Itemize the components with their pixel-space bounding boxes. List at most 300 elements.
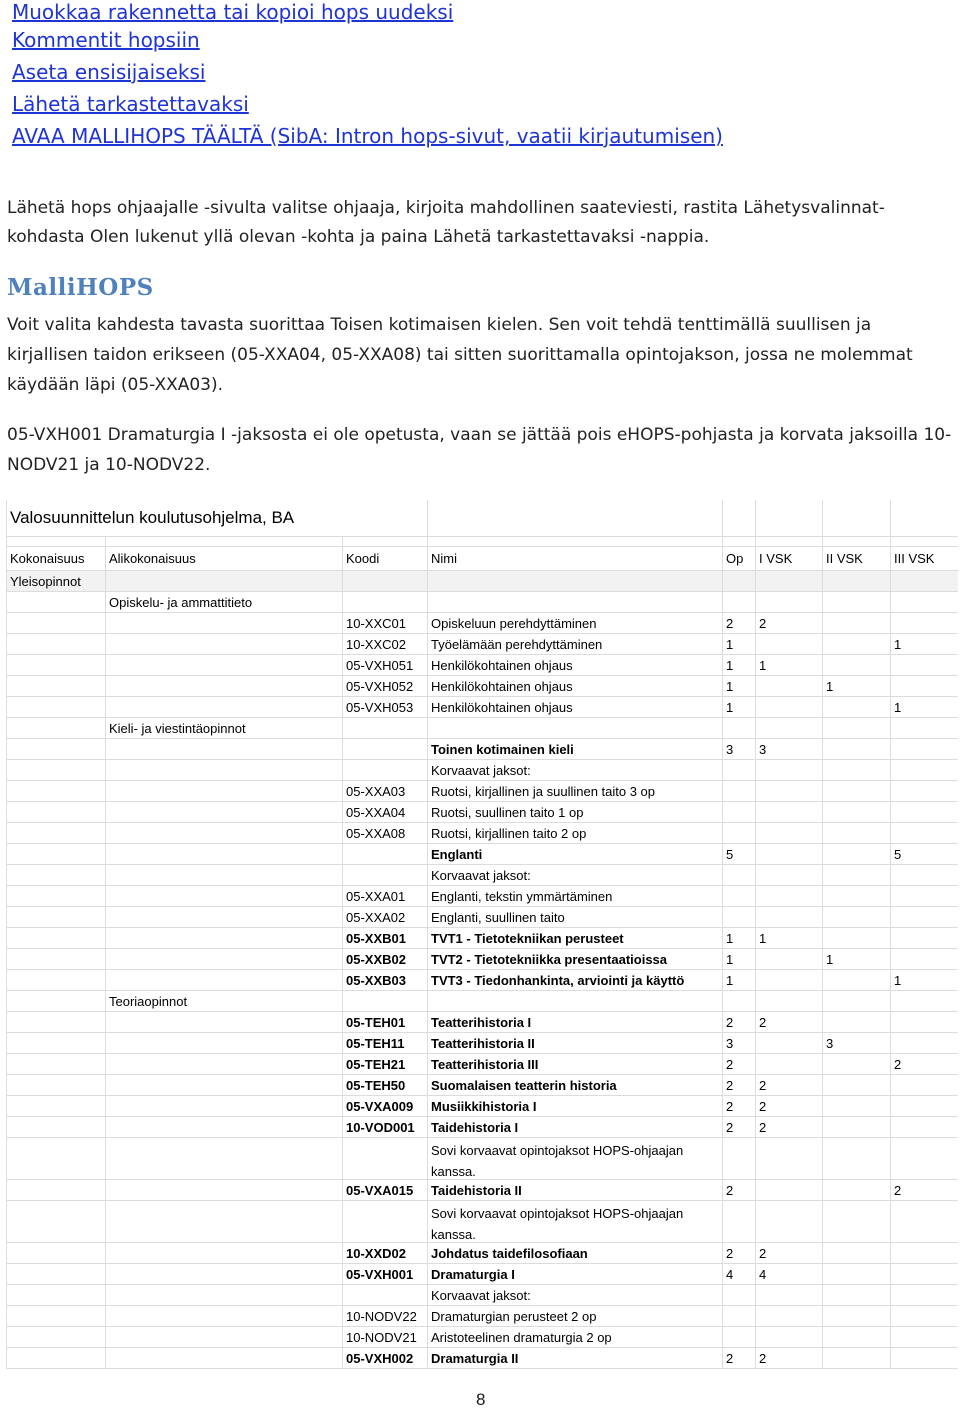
cell-op: 2 <box>722 1117 755 1138</box>
cell-v2 <box>822 1096 890 1117</box>
cell-ali <box>105 802 342 823</box>
cell-v1 <box>755 697 822 718</box>
table-row <box>6 1264 958 1285</box>
cell-nimi: TVT1 - Tietotekniikan perusteet <box>427 928 722 949</box>
cell-nimi: Korvaavat jaksot: <box>427 1285 722 1306</box>
cell-v1 <box>755 865 822 886</box>
link-set-primary[interactable]: Aseta ensisijaiseksi <box>12 60 206 84</box>
table-row <box>6 697 958 718</box>
link-send-for-review[interactable]: Lähetä tarkastettavaksi <box>12 92 249 116</box>
cell-koodi: 05-XXA04 <box>342 802 427 823</box>
cell-v2 <box>822 760 890 781</box>
cell-ali <box>105 1180 342 1201</box>
cell-v3: 2 <box>890 1054 958 1075</box>
cell-v1 <box>755 500 822 537</box>
cell-koodi: 05-VXH052 <box>342 676 427 697</box>
cell-op: 1 <box>722 697 755 718</box>
cell-v1: 1 <box>755 928 822 949</box>
cell-v1 <box>755 1138 822 1180</box>
cell-ali <box>105 1306 342 1327</box>
cell-v1 <box>755 991 822 1012</box>
cell-v3 <box>890 1285 958 1306</box>
cell-nimi <box>427 718 722 739</box>
table-title-row <box>6 500 958 537</box>
cell-v1: 2 <box>755 1012 822 1033</box>
cell-nimi: Sovi korvaavat opintojaksot HOPS-ohjaajan kanssa. <box>427 1138 722 1180</box>
cell-kok <box>6 613 105 634</box>
cell-op: 2 <box>722 1180 755 1201</box>
cell-v1: 2 <box>755 1348 822 1369</box>
cell-nimi: TVT2 - Tietotekniikka presentaatioissa <box>427 949 722 970</box>
intro-paragraph: Lähetä hops ohjaajalle -sivulta valitse ohjaaja, kirjoita mahdollinen saateviesti, rastita Lähetysvalinnat-kohdasta Olen lukenut yllä olevan -kohta ja paina Lähetä tarkastettavaksi -nappia. <box>7 198 885 247</box>
cell-kok <box>6 949 105 970</box>
cell-nimi: Johdatus taidefilosofiaan <box>427 1243 722 1264</box>
cell-v1 <box>755 718 822 739</box>
table-row <box>6 655 958 676</box>
cell-kok <box>6 1012 105 1033</box>
cell-koodi: 05-XXA01 <box>342 886 427 907</box>
link-comments[interactable]: Kommentit hopsiin <box>12 28 200 52</box>
cell-v3 <box>890 760 958 781</box>
cell-v3 <box>890 1012 958 1033</box>
cell-v2 <box>822 1201 890 1243</box>
column-header: III VSK <box>890 547 958 571</box>
cell-v1 <box>755 676 822 697</box>
cell-kok <box>6 697 105 718</box>
cell-ali <box>105 823 342 844</box>
cell-v1 <box>755 949 822 970</box>
cell-kok <box>6 1054 105 1075</box>
cell-v3 <box>890 1306 958 1327</box>
cell-v3: 1 <box>890 634 958 655</box>
cell-op: 2 <box>722 1348 755 1369</box>
cell-v1 <box>755 823 822 844</box>
cell-op <box>722 802 755 823</box>
cell-v1 <box>755 1054 822 1075</box>
cell-kok <box>6 823 105 844</box>
column-header: Alikokonaisuus <box>105 547 342 571</box>
table-row <box>6 718 958 739</box>
cell-op <box>722 991 755 1012</box>
cell-v2 <box>822 991 890 1012</box>
cell-koodi: 10-NODV21 <box>342 1327 427 1348</box>
cell-ali <box>105 1327 342 1348</box>
column-header: I VSK <box>755 547 822 571</box>
cell-ali <box>105 928 342 949</box>
cell-v2 <box>822 634 890 655</box>
cell-ali <box>105 760 342 781</box>
table-row <box>6 1201 958 1243</box>
cell-koodi <box>342 865 427 886</box>
table-row <box>6 886 958 907</box>
cell-kok <box>6 907 105 928</box>
cell-op <box>722 865 755 886</box>
cell-op: 3 <box>722 1033 755 1054</box>
cell-ali <box>105 537 342 547</box>
cell-koodi: 05-VXH053 <box>342 697 427 718</box>
cell-nimi: Englanti, suullinen taito <box>427 907 722 928</box>
cell-v2 <box>822 1012 890 1033</box>
cell-v3 <box>890 655 958 676</box>
table-row <box>6 991 958 1012</box>
cell-v2 <box>822 1117 890 1138</box>
cell-koodi <box>342 991 427 1012</box>
cell-v1: 2 <box>755 613 822 634</box>
cell-nimi <box>427 991 722 1012</box>
cell-ali <box>105 1033 342 1054</box>
cell-v2 <box>822 537 890 547</box>
cell-op: 5 <box>722 844 755 865</box>
cell-kok <box>6 1201 105 1243</box>
cell-ali <box>105 781 342 802</box>
cell-op <box>722 781 755 802</box>
cell-v1 <box>755 1201 822 1243</box>
cell-kok <box>6 1285 105 1306</box>
cell-kok <box>6 1138 105 1180</box>
cell-v3 <box>890 886 958 907</box>
table-title: Valosuunnittelun koulutusohjelma, BA <box>6 500 427 537</box>
cell-op <box>722 537 755 547</box>
cell-v2 <box>822 970 890 991</box>
cell-kok <box>6 1327 105 1348</box>
cell-op <box>722 571 755 592</box>
cell-ali <box>105 970 342 991</box>
cell-v2 <box>822 802 890 823</box>
table-spacer-row <box>6 537 958 547</box>
cell-v2 <box>822 571 890 592</box>
cell-v2 <box>822 655 890 676</box>
cell-ali <box>105 571 342 592</box>
cell-v2 <box>822 886 890 907</box>
column-header: Koodi <box>342 547 427 571</box>
cell-op: 1 <box>722 634 755 655</box>
table-row <box>6 1096 958 1117</box>
cell-v3 <box>890 676 958 697</box>
table-row <box>6 844 958 865</box>
cell-kok <box>6 1033 105 1054</box>
cell-nimi: Teatterihistoria I <box>427 1012 722 1033</box>
cell-kok <box>6 928 105 949</box>
cell-v1 <box>755 537 822 547</box>
table-row <box>6 613 958 634</box>
cell-ali <box>105 697 342 718</box>
cell-v3 <box>890 1138 958 1180</box>
cell-nimi <box>427 537 722 547</box>
cell-kok <box>6 1096 105 1117</box>
cell-v3 <box>890 949 958 970</box>
cell-v1 <box>755 634 822 655</box>
table-row <box>6 1285 958 1306</box>
cell-v2 <box>822 1243 890 1264</box>
cell-kok <box>6 592 105 613</box>
cell-v1: 2 <box>755 1243 822 1264</box>
cell-op: 2 <box>722 1012 755 1033</box>
cell-kok <box>6 802 105 823</box>
cell-v3: 1 <box>890 970 958 991</box>
cell-koodi: 05-VXH051 <box>342 655 427 676</box>
cell-v3 <box>890 1327 958 1348</box>
cell-kok <box>6 1348 105 1369</box>
cell-nimi: Henkilökohtainen ohjaus <box>427 655 722 676</box>
cell-v2 <box>822 823 890 844</box>
cell-v3 <box>890 865 958 886</box>
cell-op: 2 <box>722 613 755 634</box>
cell-kok <box>6 844 105 865</box>
cell-ali <box>105 634 342 655</box>
section-heading: MalliHOPS <box>7 274 154 301</box>
cell-koodi: 05-TEH21 <box>342 1054 427 1075</box>
cell-v3 <box>890 1348 958 1369</box>
cell-ali <box>105 949 342 970</box>
cell-ali <box>105 739 342 760</box>
table-row <box>6 1243 958 1264</box>
cell-v2 <box>822 1138 890 1180</box>
language-paragraph: Voit valita kahdesta tavasta suorittaa Toisen kotimaisen kielen. Sen voit tehdä tenttimällä suullisen ja kirjallisen taidon erikseen (05-XXA04, 05-XXA08) tai sitten suorittamalla opintojakson, jossa ne molemmat käydään läpi (05-XXA03). <box>7 315 913 395</box>
cell-v2 <box>822 1285 890 1306</box>
cell-ali <box>105 1054 342 1075</box>
cell-nimi <box>427 592 722 613</box>
cell-ali <box>105 1264 342 1285</box>
table-row <box>6 571 958 592</box>
cell-v3 <box>890 928 958 949</box>
cell-koodi <box>342 718 427 739</box>
cell-op <box>722 907 755 928</box>
cell-ali <box>105 676 342 697</box>
column-header: II VSK <box>822 547 890 571</box>
cell-ali <box>105 1117 342 1138</box>
table-row <box>6 1348 958 1369</box>
cell-op: 2 <box>722 1075 755 1096</box>
cell-nimi: Ruotsi, kirjallinen taito 2 op <box>427 823 722 844</box>
table-row <box>6 739 958 760</box>
cell-v2 <box>822 865 890 886</box>
cell-v1: 2 <box>755 1075 822 1096</box>
cell-kok <box>6 537 105 547</box>
cell-op <box>722 760 755 781</box>
column-header: Nimi <box>427 547 722 571</box>
cell-nimi: TVT3 - Tiedonhankinta, arviointi ja käyttö <box>427 970 722 991</box>
cell-v3 <box>890 823 958 844</box>
cell-nimi: Toinen kotimainen kieli <box>427 739 722 760</box>
cell-koodi: 05-XXA02 <box>342 907 427 928</box>
cell-v1: 1 <box>755 655 822 676</box>
table-header-row <box>6 547 958 571</box>
cell-koodi: 10-NODV22 <box>342 1306 427 1327</box>
cell-v3 <box>890 592 958 613</box>
cell-v3 <box>890 571 958 592</box>
cell-ali <box>105 886 342 907</box>
cell-nimi: Ruotsi, suullinen taito 1 op <box>427 802 722 823</box>
cell-ali <box>105 907 342 928</box>
cell-nimi: Aristoteelinen dramaturgia 2 op <box>427 1327 722 1348</box>
cell-koodi <box>342 760 427 781</box>
cell-kok <box>6 655 105 676</box>
cell-v2 <box>822 1264 890 1285</box>
cell-koodi: 05-TEH11 <box>342 1033 427 1054</box>
cell-v1 <box>755 760 822 781</box>
cell-koodi: 05-VXA009 <box>342 1096 427 1117</box>
cell-nimi: Työelämään perehdyttäminen <box>427 634 722 655</box>
column-header: Op <box>722 547 755 571</box>
cell-v2: 1 <box>822 949 890 970</box>
cell-koodi: 10-XXC02 <box>342 634 427 655</box>
cell-koodi: 10-XXD02 <box>342 1243 427 1264</box>
cell-v3: 1 <box>890 697 958 718</box>
table-row <box>6 928 958 949</box>
cell-op <box>722 1306 755 1327</box>
cell-v3 <box>890 500 958 537</box>
cell-op <box>722 1285 755 1306</box>
cell-v2 <box>822 718 890 739</box>
cell-v3 <box>890 1117 958 1138</box>
cell-koodi: 05-XXA03 <box>342 781 427 802</box>
cell-v3: 2 <box>890 1180 958 1201</box>
cell-koodi <box>342 571 427 592</box>
cell-v1 <box>755 802 822 823</box>
cell-v2 <box>822 1306 890 1327</box>
cell-v1: 3 <box>755 739 822 760</box>
cell-koodi <box>342 739 427 760</box>
cell-v1 <box>755 781 822 802</box>
cell-nimi: Henkilökohtainen ohjaus <box>427 676 722 697</box>
cell-nimi: Teatterihistoria III <box>427 1054 722 1075</box>
cell-nimi: Suomalaisen teatterin historia <box>427 1075 722 1096</box>
cell-ali <box>105 1138 342 1180</box>
cell-v2: 3 <box>822 1033 890 1054</box>
cell-op: 2 <box>722 1096 755 1117</box>
cell-v1 <box>755 907 822 928</box>
cell-koodi <box>342 592 427 613</box>
table-row <box>6 823 958 844</box>
cell-op <box>722 500 755 537</box>
cell-v2 <box>822 781 890 802</box>
table-row <box>6 1075 958 1096</box>
cell-v2 <box>822 613 890 634</box>
cell-op <box>722 718 755 739</box>
cell-kok <box>6 676 105 697</box>
cell-kok <box>6 1306 105 1327</box>
cell-koodi: 05-XXB01 <box>342 928 427 949</box>
cell-ali: Teoriaopinnot <box>105 991 342 1012</box>
table-row <box>6 676 958 697</box>
cell-nimi: Dramaturgia I <box>427 1264 722 1285</box>
cell-op: 3 <box>722 739 755 760</box>
cell-op: 1 <box>722 970 755 991</box>
cell-v3: 5 <box>890 844 958 865</box>
cell-ali <box>105 1285 342 1306</box>
cell-kok <box>6 1180 105 1201</box>
cell-v2 <box>822 1180 890 1201</box>
cell-ali <box>105 655 342 676</box>
cell-v3 <box>890 991 958 1012</box>
table-row <box>6 1033 958 1054</box>
cell-v3 <box>890 613 958 634</box>
cell-v3 <box>890 1096 958 1117</box>
cell-ali: Opiskelu- ja ammattitieto <box>105 592 342 613</box>
cell-v2 <box>822 928 890 949</box>
cell-v1 <box>755 1327 822 1348</box>
table-row <box>6 865 958 886</box>
cell-v1 <box>755 970 822 991</box>
cell-op: 1 <box>722 676 755 697</box>
cell-kok <box>6 760 105 781</box>
cell-nimi: Teatterihistoria II <box>427 1033 722 1054</box>
cell-v3 <box>890 739 958 760</box>
cell-nimi: Englanti <box>427 844 722 865</box>
cell-v1 <box>755 592 822 613</box>
cell-nimi: Korvaavat jaksot: <box>427 865 722 886</box>
cell-koodi: 05-XXB02 <box>342 949 427 970</box>
cell-op: 1 <box>722 655 755 676</box>
cell-kok: Yleisopinnot <box>6 571 105 592</box>
link-edit-structure[interactable]: Muokkaa rakennetta tai kopioi hops uudeksi <box>12 0 454 24</box>
cell-koodi: 05-VXH002 <box>342 1348 427 1369</box>
cell-kok <box>6 991 105 1012</box>
cell-v1 <box>755 1033 822 1054</box>
cell-ali <box>105 613 342 634</box>
cell-v1 <box>755 1306 822 1327</box>
cell-v2 <box>822 1327 890 1348</box>
cell-op: 1 <box>722 928 755 949</box>
table-row <box>6 802 958 823</box>
link-open-model-hops[interactable]: AVAA MALLIHOPS TÄÄLTÄ (SibA: Intron hops-sivut, vaatii kirjautumisen) <box>12 124 723 148</box>
cell-kok <box>6 1264 105 1285</box>
cell-koodi: 05-TEH01 <box>342 1012 427 1033</box>
table-row <box>6 1117 958 1138</box>
cell-op <box>722 823 755 844</box>
cell-koodi: 05-XXA08 <box>342 823 427 844</box>
cell-kok <box>6 865 105 886</box>
table-row <box>6 592 958 613</box>
cell-v2 <box>822 1054 890 1075</box>
cell-ali <box>105 1096 342 1117</box>
cell-kok <box>6 886 105 907</box>
cell-nimi <box>427 500 722 537</box>
column-header: Kokonaisuus <box>6 547 105 571</box>
cell-v2 <box>822 1348 890 1369</box>
cell-op <box>722 886 755 907</box>
cell-v2 <box>822 697 890 718</box>
cell-v3 <box>890 537 958 547</box>
cell-ali <box>105 1348 342 1369</box>
cell-op <box>722 1138 755 1180</box>
cell-v3 <box>890 907 958 928</box>
cell-koodi: 05-VXA015 <box>342 1180 427 1201</box>
cell-op: 4 <box>722 1264 755 1285</box>
cell-koodi <box>342 537 427 547</box>
cell-nimi: Englanti, tekstin ymmärtäminen <box>427 886 722 907</box>
table-row <box>6 1180 958 1201</box>
cell-koodi <box>342 1138 427 1180</box>
cell-v1 <box>755 1285 822 1306</box>
cell-koodi: 05-TEH50 <box>342 1075 427 1096</box>
cell-v1: 4 <box>755 1264 822 1285</box>
cell-nimi <box>427 571 722 592</box>
cell-v1 <box>755 1180 822 1201</box>
cell-ali <box>105 1012 342 1033</box>
cell-v2 <box>822 1075 890 1096</box>
cell-v3 <box>890 1264 958 1285</box>
cell-v2: 1 <box>822 676 890 697</box>
cell-v2 <box>822 907 890 928</box>
cell-nimi: Opiskeluun perehdyttäminen <box>427 613 722 634</box>
cell-nimi: Henkilökohtainen ohjaus <box>427 697 722 718</box>
cell-ali <box>105 865 342 886</box>
cell-v1 <box>755 844 822 865</box>
cell-koodi: 05-VXH001 <box>342 1264 427 1285</box>
cell-nimi: Dramaturgian perusteet 2 op <box>427 1306 722 1327</box>
cell-v1: 2 <box>755 1096 822 1117</box>
